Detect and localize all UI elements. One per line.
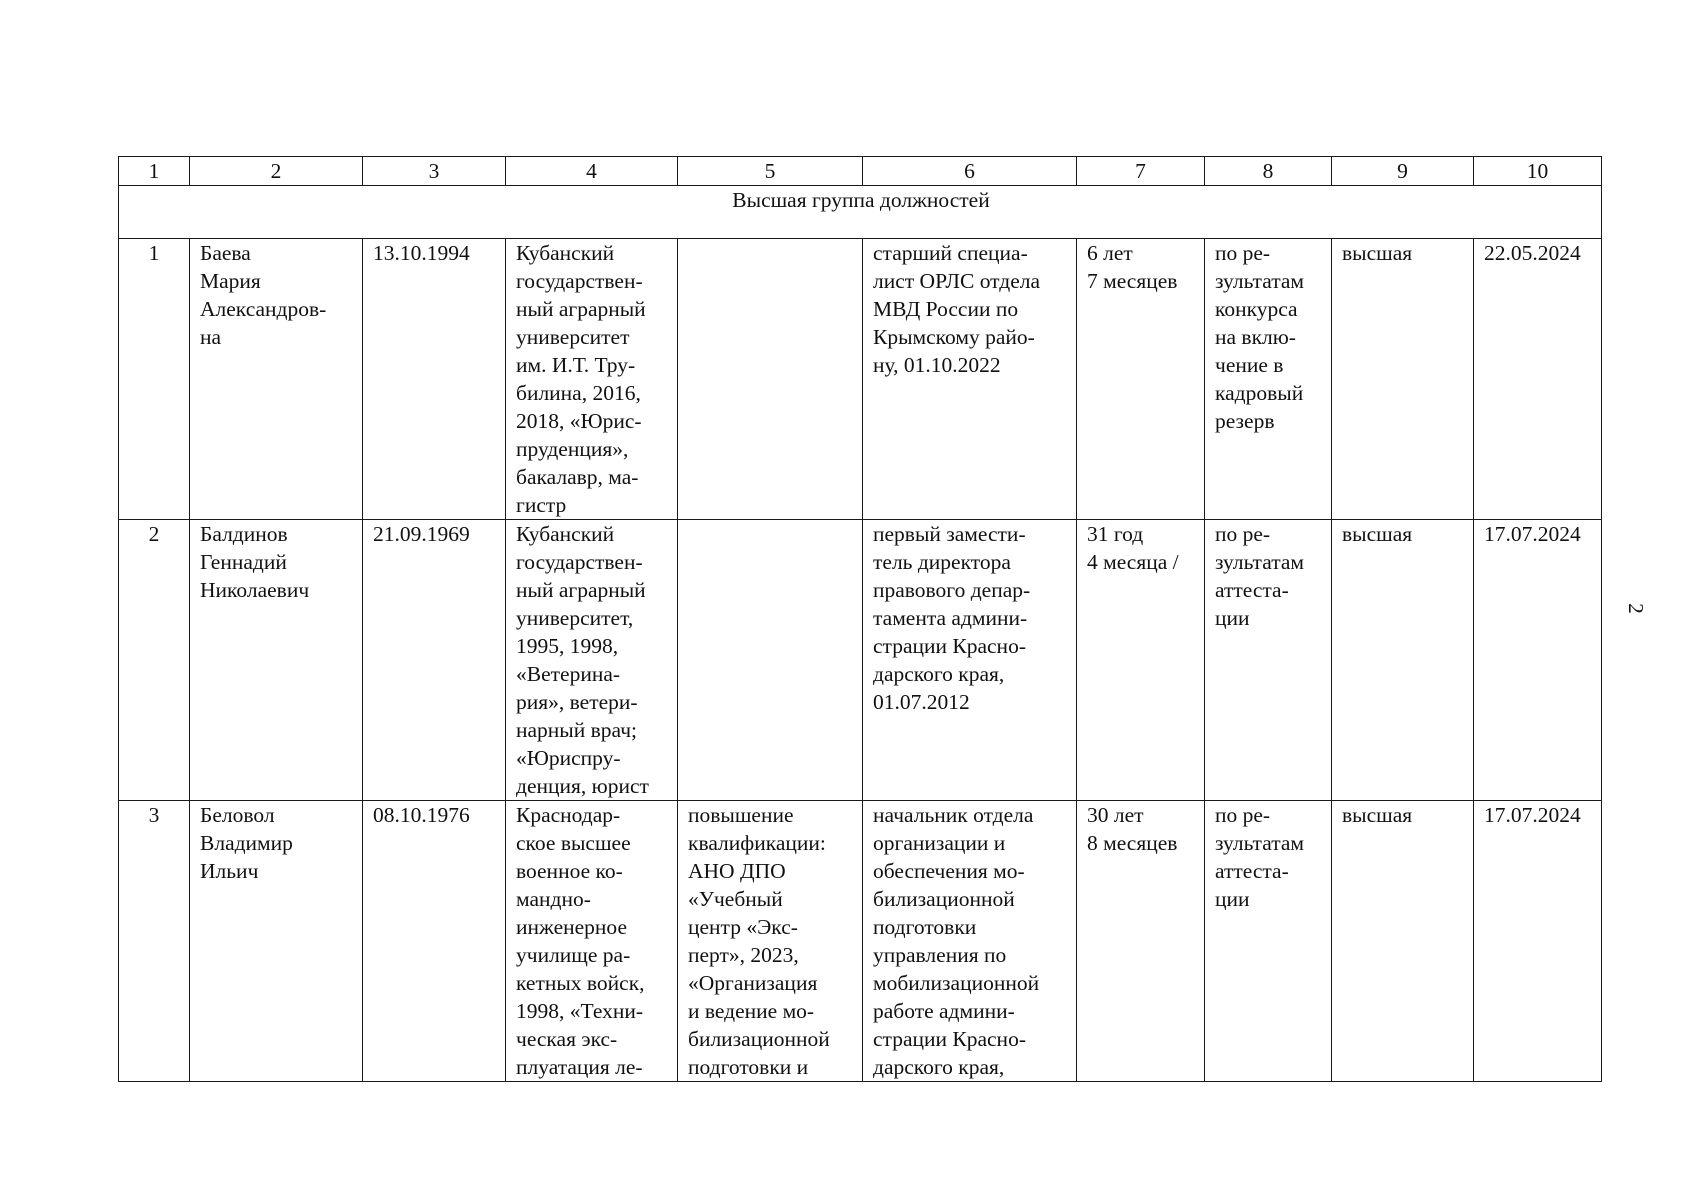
basis-cell: по ре- зультатам аттеста- ции [1205,520,1332,801]
inclusion-date-cell: 17.07.2024 [1474,520,1602,801]
group-heading: Высшая группа должностей [119,186,1602,239]
row-number-cell: 2 [119,520,190,801]
personnel-reserve-table-sheet [118,156,1601,1082]
row-number-cell: 1 [119,239,190,520]
column-number-cell: 8 [1205,157,1332,186]
group-cell: высшая [1332,801,1474,1082]
column-number-row [119,157,1602,186]
inclusion-date-cell: 22.05.2024 [1474,239,1602,520]
group-cell: высшая [1332,520,1474,801]
additional-education-cell: повышение квалификации: АНО ДПО «Учебный центр «Экс- перт», 2023, «Организация и ведение мо- билизационной подготовки и [678,801,863,1082]
position-cell: старший специа- лист ОРЛС отдела МВД России по Крымскому райо- ну, 01.10.2022 [863,239,1077,520]
column-number-cell: 1 [119,157,190,186]
table-row [119,520,1602,801]
table-row [119,239,1602,520]
inclusion-date-cell: 17.07.2024 [1474,801,1602,1082]
group-cell: высшая [1332,239,1474,520]
position-cell: первый замести- тель директора правового депар- тамента админи- страции Красно- дарского края, 01.07.2012 [863,520,1077,801]
additional-education-cell [678,520,863,801]
row-number-cell: 3 [119,801,190,1082]
column-number-cell: 7 [1077,157,1205,186]
experience-cell: 31 год 4 месяца / [1077,520,1205,801]
table-row [119,801,1602,1082]
personnel-reserve-table [118,156,1602,1082]
position-cell: начальник отдела организации и обеспечения мо- билизационной подготовки управления по мобилизационной работе админи- страции Красно- дарского края, [863,801,1077,1082]
column-number-cell: 5 [678,157,863,186]
basis-cell: по ре- зультатам конкурса на вклю- чение в кадровый резерв [1205,239,1332,520]
experience-cell: 30 лет 8 месяцев [1077,801,1205,1082]
group-heading-row [119,186,1602,239]
column-number-cell: 4 [506,157,678,186]
name-cell: Балдинов Геннадий Николаевич [190,520,363,801]
additional-education-cell [678,239,863,520]
column-number-cell: 6 [863,157,1077,186]
education-cell: Кубанский государствен- ный аграрный университет им. И.Т. Тру- билина, 2016, 2018, «Юрис- пруденция», бакалавр, ма- гистр [506,239,678,520]
column-number-cell: 10 [1474,157,1602,186]
column-number-cell: 9 [1332,157,1474,186]
column-number-cell: 3 [363,157,506,186]
birth-date-cell: 08.10.1976 [363,801,506,1082]
name-cell: Баева Мария Александров- на [190,239,363,520]
column-number-cell: 2 [190,157,363,186]
experience-cell: 6 лет 7 месяцев [1077,239,1205,520]
name-cell: Беловол Владимир Ильич [190,801,363,1082]
basis-cell: по ре- зультатам аттеста- ции [1205,801,1332,1082]
page-number: 2 [1623,603,1648,614]
birth-date-cell: 13.10.1994 [363,239,506,520]
education-cell: Кубанский государствен- ный аграрный университет, 1995, 1998, «Ветеринa- рия», ветери- нарный врач; «Юриспру- денция, юрист [506,520,678,801]
education-cell: Краснодар- ское высшее военное ко- мандно- инженерное училище ра- кетных войск, 1998, «Техни- ческая экс- плуатация ле- [506,801,678,1082]
birth-date-cell: 21.09.1969 [363,520,506,801]
